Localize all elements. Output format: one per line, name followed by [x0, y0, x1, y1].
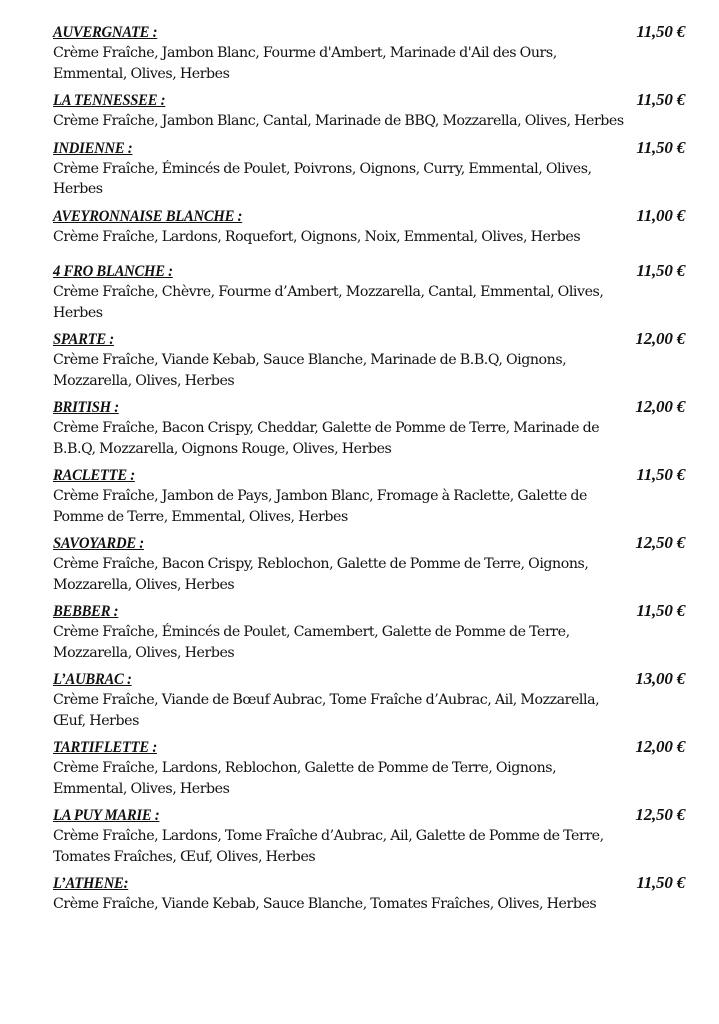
item-price: 12,00 € — [635, 737, 685, 756]
item-name: LA TENNESSEE : — [53, 92, 166, 109]
item-name: AVEYRONNAISE BLANCHE : — [53, 207, 243, 225]
item-price: 11,00 € — [636, 205, 685, 225]
item-description: Crème Fraîche, Jambon Blanc, Fourme d'Ambert, Marinade d'Ail des Ours, Emmental, Olives, Herbes — [53, 45, 557, 82]
item-name: INDIENNE : — [53, 139, 133, 157]
menu-item-savoyarde — [53, 533, 693, 595]
item-price: 12,00 € — [635, 397, 685, 416]
item-name: SAVOYARDE : — [53, 535, 144, 552]
item-description: Crème Fraîche, Bacon Crispy, Cheddar, Galette de Pomme de Terre, Marinade de B.B.Q, Mozzarella, Oignons Rouge, Olives, Herbes — [53, 420, 600, 457]
menu-item-laubrac — [53, 669, 693, 731]
menu-item-sparte — [53, 329, 693, 391]
item-name: 4 FRO BLANCHE : — [53, 263, 173, 280]
item-description: Crème Fraîche, Jambon Blanc, Cantal, Marinade de BBQ, Mozzarella, Olives, Herbes — [53, 113, 624, 129]
item-description: Crème Fraîche, Chèvre, Fourme d’Ambert, Mozzarella, Cantal, Emmental, Olives, Herbes — [53, 284, 604, 321]
item-description: Crème Fraîche, Viande de Bœuf Aubrac, Tome Fraîche d’Aubrac, Ail, Mozzarella, Œuf, Herbes — [53, 692, 600, 729]
menu-item-british — [53, 397, 693, 459]
item-price: 11,50 € — [636, 601, 685, 620]
item-description: Crème Fraîche, Viande Kebab, Sauce Blanche, Marinade de B.B.Q, Oignons, Mozzarella, Olives, Herbes — [53, 352, 567, 389]
item-name: RACLETTE : — [53, 467, 135, 484]
menu-item-auvergnate — [53, 22, 693, 84]
item-price: 11,50 € — [636, 261, 685, 280]
menu-item-tartiflette — [53, 737, 693, 799]
item-price: 12,00 € — [635, 329, 685, 348]
menu-item-indienne — [53, 138, 693, 200]
item-description: Crème Fraîche, Émincés de Poulet, Poivrons, Oignons, Curry, Emmental, Olives, Herbes — [53, 160, 592, 197]
item-description: Crème Fraîche, Bacon Crispy, Reblochon, Galette de Pomme de Terre, Oignons, Mozzarella, Olives, Herbes — [53, 556, 589, 593]
item-name: LA PUY MARIE : — [53, 807, 160, 824]
item-price: 11,50 € — [636, 873, 685, 892]
menu-item-la-puy-marie — [53, 805, 693, 867]
item-price: 12,50 € — [635, 805, 685, 824]
menu-item-bebber — [53, 601, 693, 663]
item-description: Crème Fraîche, Lardons, Tome Fraîche d’Aubrac, Ail, Galette de Pomme de Terre, Tomates Fraîches, Œuf, Olives, Herbes — [53, 828, 604, 865]
menu-item-4-fro-blanche — [53, 261, 693, 323]
item-description: Crème Fraîche, Émincés de Poulet, Camembert, Galette de Pomme de Terre, Mozzarella, Olives, Herbes — [53, 624, 570, 661]
item-name: L’AUBRAC : — [53, 671, 132, 688]
item-price: 13,00 € — [635, 669, 685, 688]
item-price: 11,50 € — [636, 137, 685, 157]
menu-item-raclette — [53, 465, 693, 527]
item-name: SPARTE : — [53, 331, 114, 348]
item-name: BEBBER : — [53, 603, 119, 620]
item-name: L’ATHENE: — [53, 875, 129, 892]
item-description: Crème Fraîche, Lardons, Reblochon, Galette de Pomme de Terre, Oignons, Emmental, Olives, Herbes — [53, 760, 557, 797]
menu-item-la-tennessee — [53, 90, 693, 132]
item-description: Crème Fraîche, Viande Kebab, Sauce Blanche, Tomates Fraîches, Olives, Herbes — [53, 896, 597, 912]
item-price: 11,50 € — [636, 465, 685, 484]
pizza-menu-list — [53, 22, 693, 921]
item-price: 12,50 € — [635, 533, 685, 552]
item-description: Crème Fraîche, Jambon de Pays, Jambon Blanc, Fromage à Raclette, Galette de Pomme de Terre, Emmental, Olives, Herbes — [53, 488, 587, 525]
item-price: 11,50 € — [636, 22, 685, 41]
item-name: BRITISH : — [53, 399, 119, 416]
item-price: 11,50 € — [636, 90, 685, 109]
menu-item-aveyronnaise-blanche — [53, 206, 693, 248]
item-description: Crème Fraîche, Lardons, Roquefort, Oignons, Noix, Emmental, Olives, Herbes — [53, 228, 581, 245]
item-name: TARTIFLETTE : — [53, 739, 157, 756]
menu-item-lathene — [53, 873, 693, 915]
item-name: AUVERGNATE : — [53, 24, 158, 41]
